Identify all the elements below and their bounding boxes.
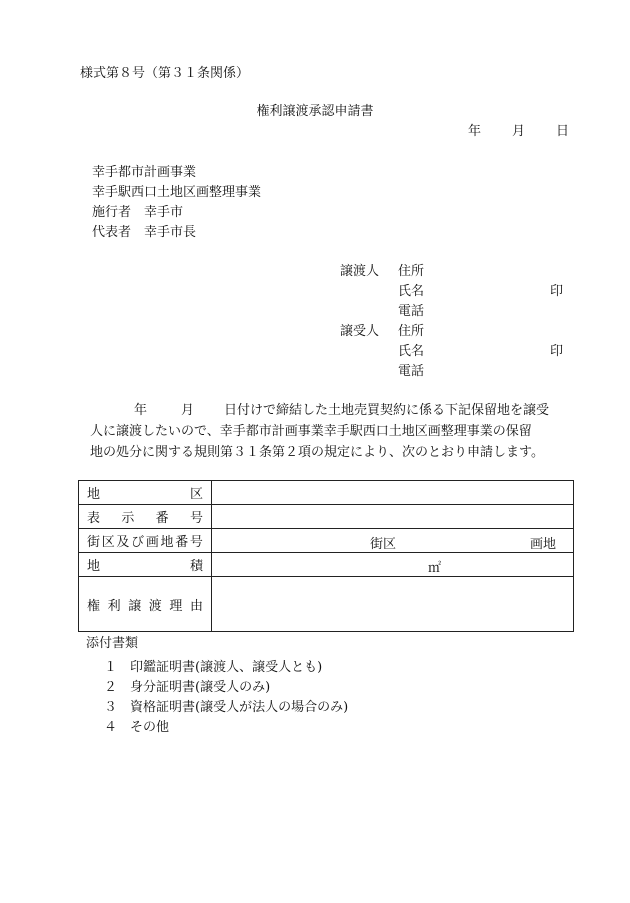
attachment-item: １ 印鑑証明書(譲渡人、譲受人とも) <box>104 660 323 675</box>
attachment-item: ２ 身分証明書(譲受人のみ) <box>104 680 271 695</box>
display-number-label: 表 示 番 号 <box>79 505 212 529</box>
addressee-line: 幸手都市計画事業 <box>92 165 197 180</box>
area-label: 地 積 <box>79 553 212 577</box>
attachments-heading: 添付書類 <box>86 636 139 651</box>
lot-unit: 画地 <box>530 537 557 552</box>
transferee-phone-label: 電話 <box>398 364 425 379</box>
area-value[interactable] <box>212 553 574 577</box>
transfer-reason-label: 権 利 譲 渡 理 由 <box>79 577 212 632</box>
addressee-line: 施行者 幸手市 <box>92 205 184 220</box>
district-label: 地 区 <box>79 481 212 505</box>
transferor-address-label: 住所 <box>398 264 425 279</box>
transferee-seal: 印 <box>550 344 564 359</box>
district-value[interactable] <box>212 481 574 505</box>
body-line-2: 人に譲渡したいので、幸手都市計画事業幸手駅西口土地区画整理事業の保留 <box>90 424 532 439</box>
block-unit: 街区 <box>370 537 397 552</box>
attachment-item: ３ 資格証明書(譲受人が法人の場合のみ) <box>104 700 349 715</box>
body-line-1-text: 日付けで締結した土地売買契約に係る下記保留地を譲受 <box>224 403 550 418</box>
addressee-line: 幸手駅西口土地区画整理事業 <box>92 185 262 200</box>
table-row <box>79 577 574 632</box>
table-row <box>79 553 574 577</box>
body-line-3: 地の処分に関する規則第３１条第２項の規定により、次のとおり申請します。 <box>90 445 544 460</box>
document-title: 権利譲渡承認申請書 <box>256 104 374 119</box>
date-year: 年 <box>468 124 482 139</box>
body-line-1 <box>90 400 580 421</box>
date-month: 月 <box>512 124 526 139</box>
addressee-block <box>92 163 261 243</box>
addressee-line: 代表者 幸手市長 <box>92 225 197 240</box>
transferor-seal: 印 <box>550 284 564 299</box>
reserved-land-table <box>78 480 574 632</box>
transferee-name-label: 氏名 <box>398 344 425 359</box>
transferee-role: 譲受人 <box>340 324 380 339</box>
transfer-reason-value[interactable] <box>212 577 574 632</box>
date-day: 日 <box>556 124 570 139</box>
area-unit: ㎡ <box>428 561 442 576</box>
transferor-name-label: 氏名 <box>398 284 425 299</box>
block-lot-value[interactable] <box>212 529 574 553</box>
display-number-value[interactable] <box>212 505 574 529</box>
block-lot-label: 街 区 及 び 画 地 番 号 <box>79 529 212 553</box>
body-month: 月 <box>181 403 195 418</box>
application-body <box>90 400 580 463</box>
body-year: 年 <box>134 403 148 418</box>
transferor-phone-label: 電話 <box>398 304 425 319</box>
transferee-address-label: 住所 <box>398 324 425 339</box>
transferor-role: 譲渡人 <box>340 264 380 279</box>
table-row <box>79 481 574 505</box>
attachment-item: ４ その他 <box>104 720 170 735</box>
form-number: 様式第８号（第３１条関係） <box>80 66 250 81</box>
table-row <box>79 505 574 529</box>
table-row <box>79 529 574 553</box>
